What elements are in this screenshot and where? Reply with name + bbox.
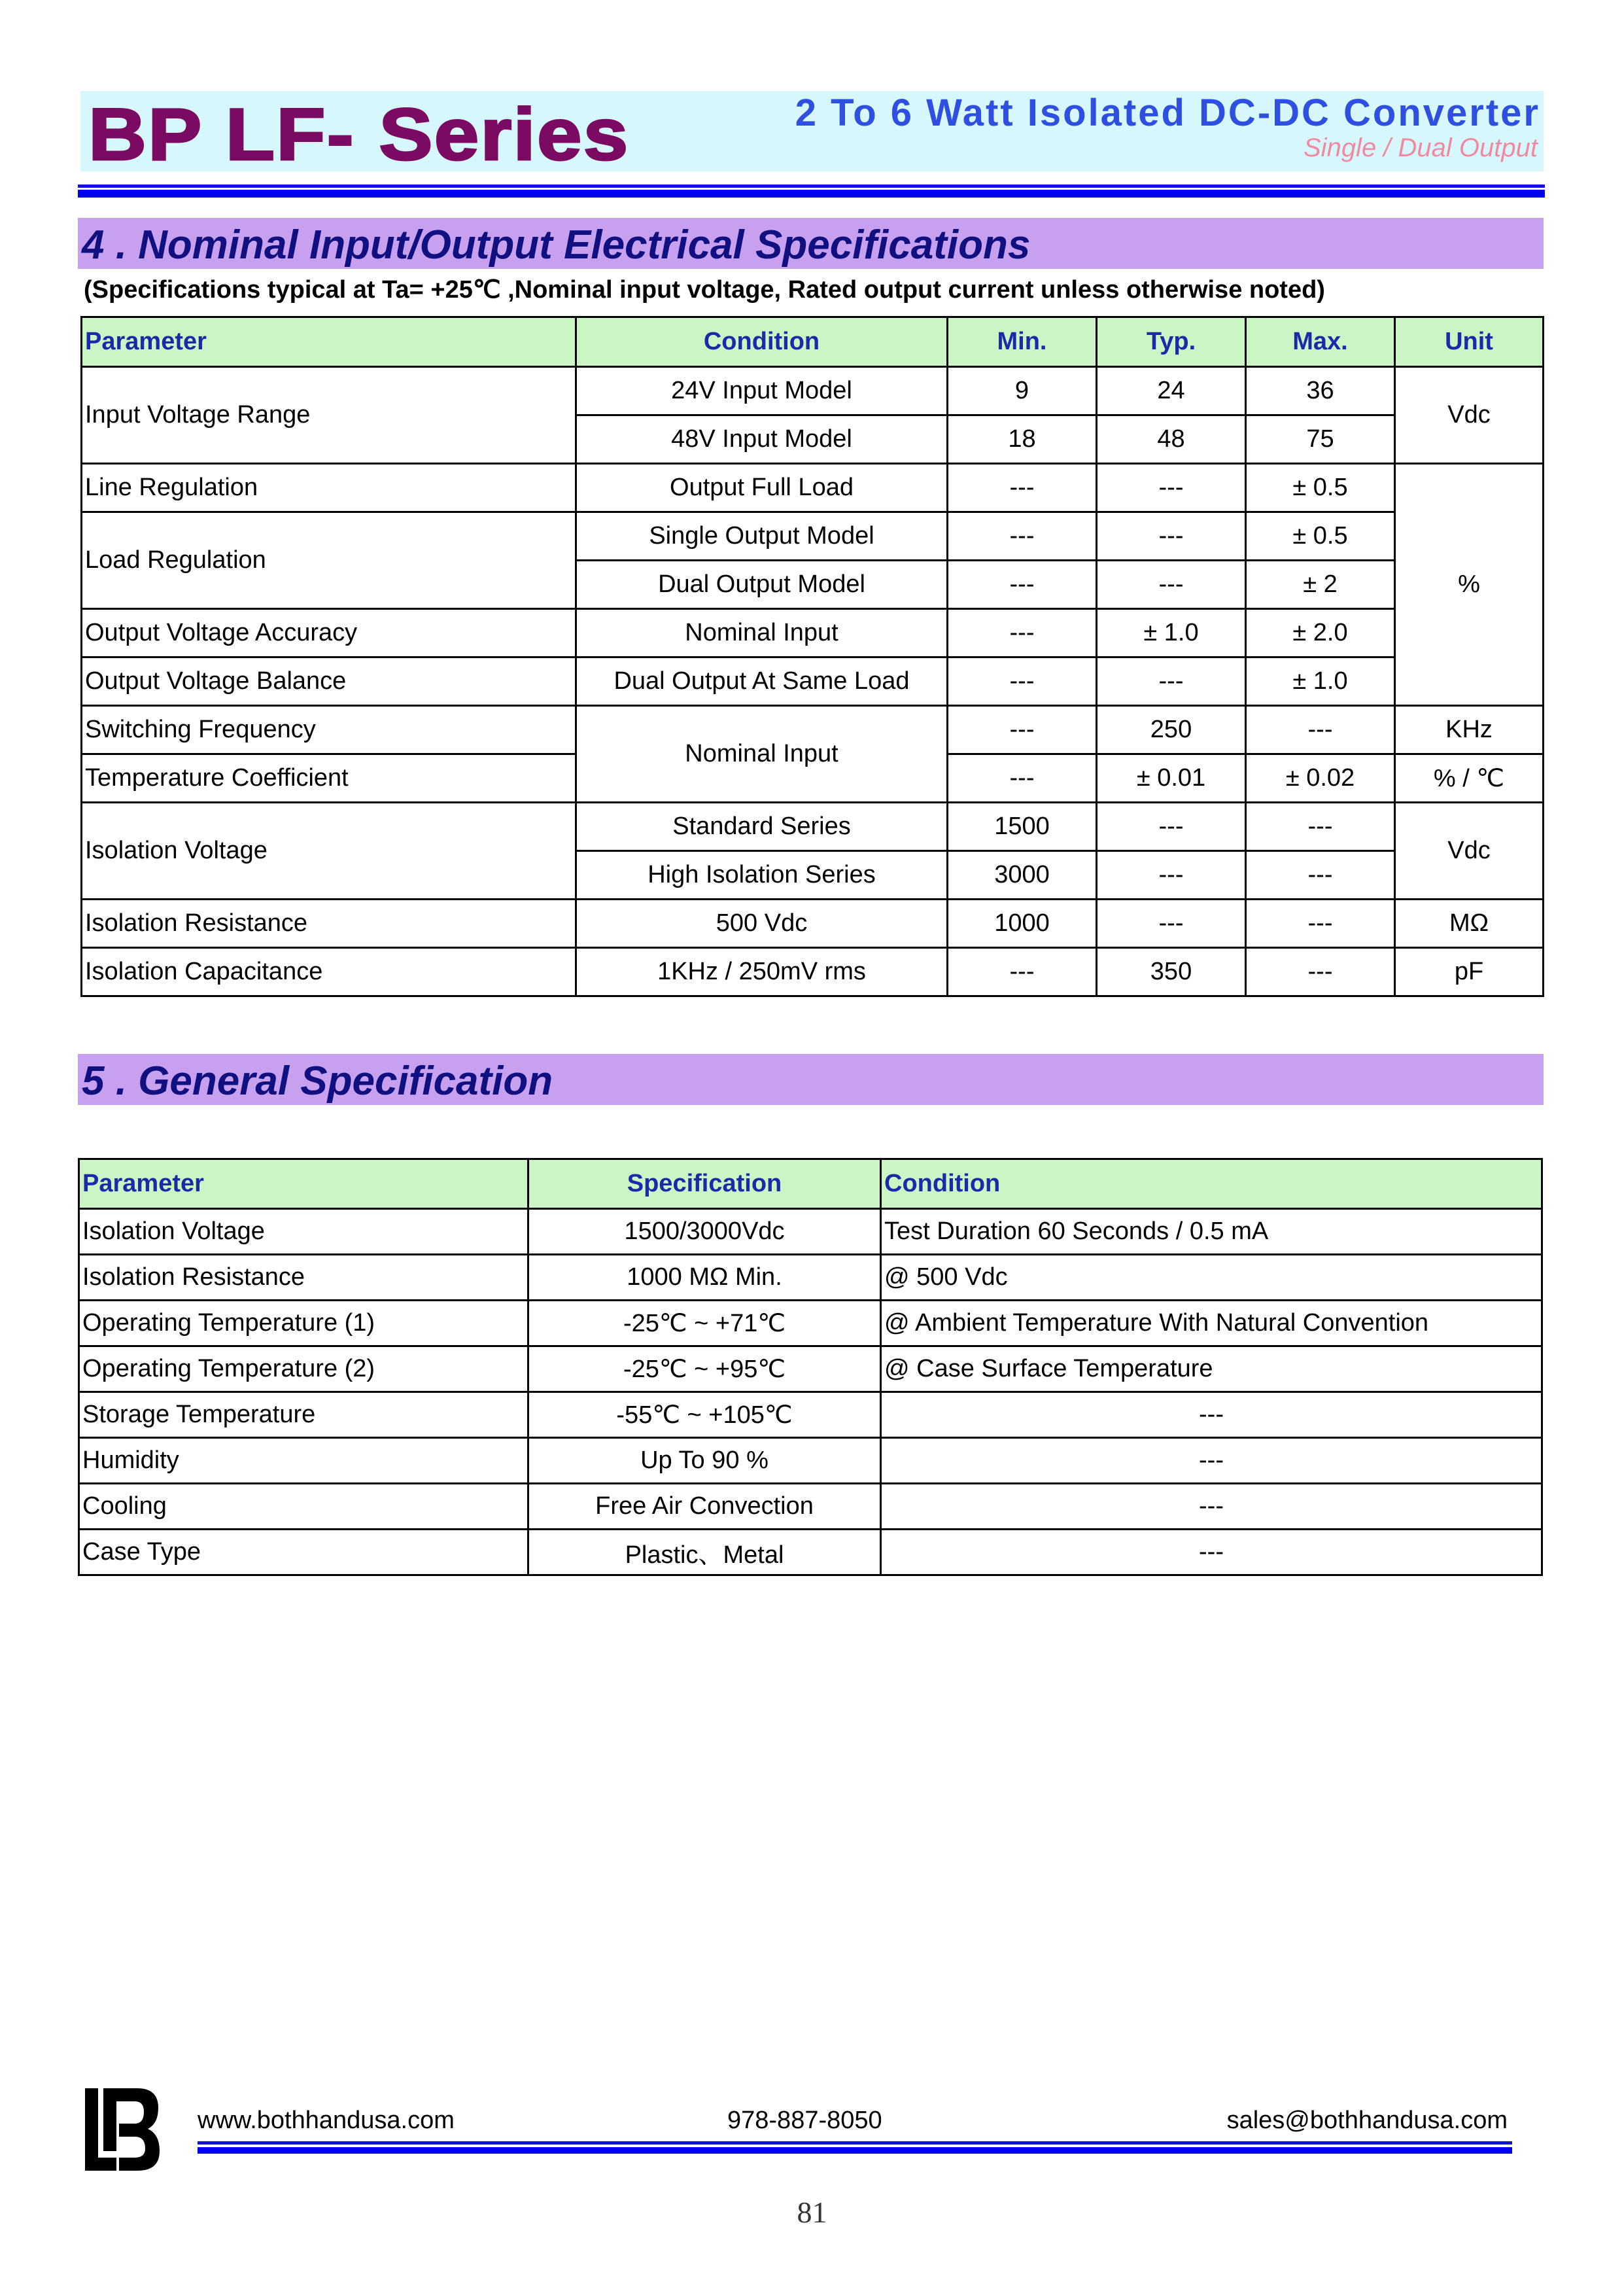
- cond-cell: Nominal Input: [576, 609, 948, 657]
- table-row: [82, 367, 1544, 415]
- typ-cell: 24: [1097, 367, 1246, 415]
- unit-cell: Vdc: [1395, 803, 1544, 900]
- typ-cell: ---: [1097, 851, 1246, 900]
- phone-number: 978-887-8050: [727, 2107, 882, 2134]
- typ-cell: ---: [1097, 657, 1246, 706]
- max-cell: ± 2.0: [1246, 609, 1395, 657]
- cond-cell: Output Full Load: [576, 464, 948, 512]
- param-cell: Isolation Resistance: [82, 900, 576, 948]
- table-row: [79, 1484, 1542, 1530]
- footer-divider-thin: [198, 2141, 1512, 2145]
- table-row: [79, 1209, 1542, 1255]
- typ-cell: ---: [1097, 803, 1246, 851]
- param-cell: Input Voltage Range: [82, 367, 576, 464]
- param-cell: Output Voltage Accuracy: [82, 609, 576, 657]
- param-cell: Case Type: [79, 1530, 528, 1575]
- cond-cell: 24V Input Model: [576, 367, 948, 415]
- max-cell: ± 0.5: [1246, 464, 1395, 512]
- col-header: Typ.: [1097, 317, 1246, 367]
- param-cell: Storage Temperature: [79, 1392, 528, 1438]
- param-cell: Isolation Voltage: [82, 803, 576, 900]
- typ-cell: ± 0.01: [1097, 754, 1246, 803]
- table-row: [82, 948, 1544, 996]
- min-cell: 9: [948, 367, 1097, 415]
- col-header: Min.: [948, 317, 1097, 367]
- typ-cell: 350: [1097, 948, 1246, 996]
- section-5-heading: 5 . General Specification: [82, 1059, 553, 1104]
- min-cell: 3000: [948, 851, 1097, 900]
- cond-cell: 500 Vdc: [576, 900, 948, 948]
- table-row: [79, 1346, 1542, 1392]
- table-row: [79, 1255, 1542, 1301]
- param-cell: Temperature Coefficient: [82, 754, 576, 803]
- product-subtitle: 2 To 6 Watt Isolated DC-DC Converter: [795, 92, 1540, 134]
- spec-cell: -55℃ ~ +105℃: [528, 1392, 881, 1438]
- cond-cell: Dual Output Model: [576, 561, 948, 609]
- param-cell: Isolation Voltage: [79, 1209, 528, 1255]
- col-header: Condition: [881, 1159, 1542, 1209]
- min-cell: 1000: [948, 900, 1097, 948]
- max-cell: ± 0.02: [1246, 754, 1395, 803]
- cond-cell: Nominal Input: [576, 706, 948, 803]
- cond-cell: ---: [881, 1530, 1542, 1575]
- max-cell: 75: [1246, 415, 1395, 464]
- max-cell: ± 0.5: [1246, 512, 1395, 561]
- param-cell: Operating Temperature (1): [79, 1301, 528, 1346]
- spec-cell: -25℃ ~ +95℃: [528, 1346, 881, 1392]
- param-cell: Output Voltage Balance: [82, 657, 576, 706]
- col-header: Parameter: [79, 1159, 528, 1209]
- param-cell: Line Regulation: [82, 464, 576, 512]
- unit-cell: % / ℃: [1395, 754, 1544, 803]
- param-cell: Load Regulation: [82, 512, 576, 609]
- table-row: [82, 464, 1544, 512]
- website-link[interactable]: www.bothhandusa.com: [198, 2107, 455, 2134]
- cond-cell: High Isolation Series: [576, 851, 948, 900]
- col-header: Condition: [576, 317, 948, 367]
- typ-cell: ---: [1097, 512, 1246, 561]
- min-cell: ---: [948, 609, 1097, 657]
- min-cell: ---: [948, 561, 1097, 609]
- table-row: [82, 706, 1544, 754]
- header-divider-thin: [78, 184, 1545, 188]
- max-cell: ---: [1246, 706, 1395, 754]
- unit-cell: %: [1395, 464, 1544, 706]
- cond-cell: 48V Input Model: [576, 415, 948, 464]
- unit-cell: pF: [1395, 948, 1544, 996]
- table-header-row: [82, 317, 1544, 367]
- min-cell: 1500: [948, 803, 1097, 851]
- bothhand-logo: [85, 2086, 161, 2173]
- email-link[interactable]: sales@bothhandusa.com: [1226, 2107, 1508, 2134]
- cond-cell: ---: [881, 1484, 1542, 1530]
- min-cell: 18: [948, 415, 1097, 464]
- min-cell: ---: [948, 512, 1097, 561]
- cond-cell: Test Duration 60 Seconds / 0.5 mA: [881, 1209, 1542, 1255]
- table-row: [82, 609, 1544, 657]
- cond-cell: @ 500 Vdc: [881, 1255, 1542, 1301]
- footer-divider-thick: [198, 2147, 1512, 2154]
- col-header: Specification: [528, 1159, 881, 1209]
- spec-cell: Free Air Convection: [528, 1484, 881, 1530]
- typ-cell: 48: [1097, 415, 1246, 464]
- cond-cell: @ Ambient Temperature With Natural Convention: [881, 1301, 1542, 1346]
- param-cell: Cooling: [79, 1484, 528, 1530]
- section-5-heading-band: [78, 1054, 1544, 1105]
- param-cell: Switching Frequency: [82, 706, 576, 754]
- min-cell: ---: [948, 754, 1097, 803]
- table-row: [82, 657, 1544, 706]
- param-cell: Humidity: [79, 1438, 528, 1484]
- spec-cell: 1500/3000Vdc: [528, 1209, 881, 1255]
- col-header: Max.: [1246, 317, 1395, 367]
- col-header: Parameter: [82, 317, 576, 367]
- min-cell: ---: [948, 464, 1097, 512]
- spec-note: (Specifications typical at Ta= +25℃ ,Nominal input voltage, Rated output current unless otherwise noted): [84, 276, 1325, 304]
- table-row: [82, 803, 1544, 851]
- header-divider-thick: [78, 190, 1545, 198]
- unit-cell: MΩ: [1395, 900, 1544, 948]
- cond-cell: Single Output Model: [576, 512, 948, 561]
- cond-cell: @ Case Surface Temperature: [881, 1346, 1542, 1392]
- max-cell: ---: [1246, 803, 1395, 851]
- typ-cell: ---: [1097, 464, 1246, 512]
- spec-cell: 1000 MΩ Min.: [528, 1255, 881, 1301]
- typ-cell: 250: [1097, 706, 1246, 754]
- spec-cell: Up To 90 %: [528, 1438, 881, 1484]
- typ-cell: ---: [1097, 561, 1246, 609]
- table-row: [79, 1530, 1542, 1575]
- max-cell: ---: [1246, 851, 1395, 900]
- cond-cell: ---: [881, 1392, 1542, 1438]
- table-header-row: [79, 1159, 1542, 1209]
- max-cell: ± 2: [1246, 561, 1395, 609]
- series-title: BP LF- Series: [88, 94, 630, 175]
- max-cell: ± 1.0: [1246, 657, 1395, 706]
- param-cell: Isolation Resistance: [79, 1255, 528, 1301]
- max-cell: ---: [1246, 948, 1395, 996]
- max-cell: ---: [1246, 900, 1395, 948]
- cond-cell: Dual Output At Same Load: [576, 657, 948, 706]
- output-tagline: Single / Dual Output: [1304, 133, 1538, 162]
- table-row: [79, 1392, 1542, 1438]
- table-row: [82, 900, 1544, 948]
- min-cell: ---: [948, 706, 1097, 754]
- page-number: 81: [797, 2196, 827, 2229]
- cond-cell: Standard Series: [576, 803, 948, 851]
- min-cell: ---: [948, 948, 1097, 996]
- typ-cell: ---: [1097, 900, 1246, 948]
- general-spec-table: [78, 1158, 1543, 1576]
- param-cell: Isolation Capacitance: [82, 948, 576, 996]
- electrical-spec-table: [80, 316, 1544, 997]
- table-row: [79, 1301, 1542, 1346]
- spec-cell: Plastic、Metal: [528, 1530, 881, 1575]
- table-row: [79, 1438, 1542, 1484]
- typ-cell: ± 1.0: [1097, 609, 1246, 657]
- unit-cell: Vdc: [1395, 367, 1544, 464]
- unit-cell: KHz: [1395, 706, 1544, 754]
- col-header: Unit: [1395, 317, 1544, 367]
- min-cell: ---: [948, 657, 1097, 706]
- cond-cell: ---: [881, 1438, 1542, 1484]
- cond-cell: 1KHz / 250mV rms: [576, 948, 948, 996]
- max-cell: 36: [1246, 367, 1395, 415]
- table-row: [82, 512, 1544, 561]
- spec-cell: -25℃ ~ +71℃: [528, 1301, 881, 1346]
- section-4-heading-band: [78, 218, 1544, 269]
- section-4-heading: 4 . Nominal Input/Output Electrical Specifications: [82, 222, 1031, 268]
- param-cell: Operating Temperature (2): [79, 1346, 528, 1392]
